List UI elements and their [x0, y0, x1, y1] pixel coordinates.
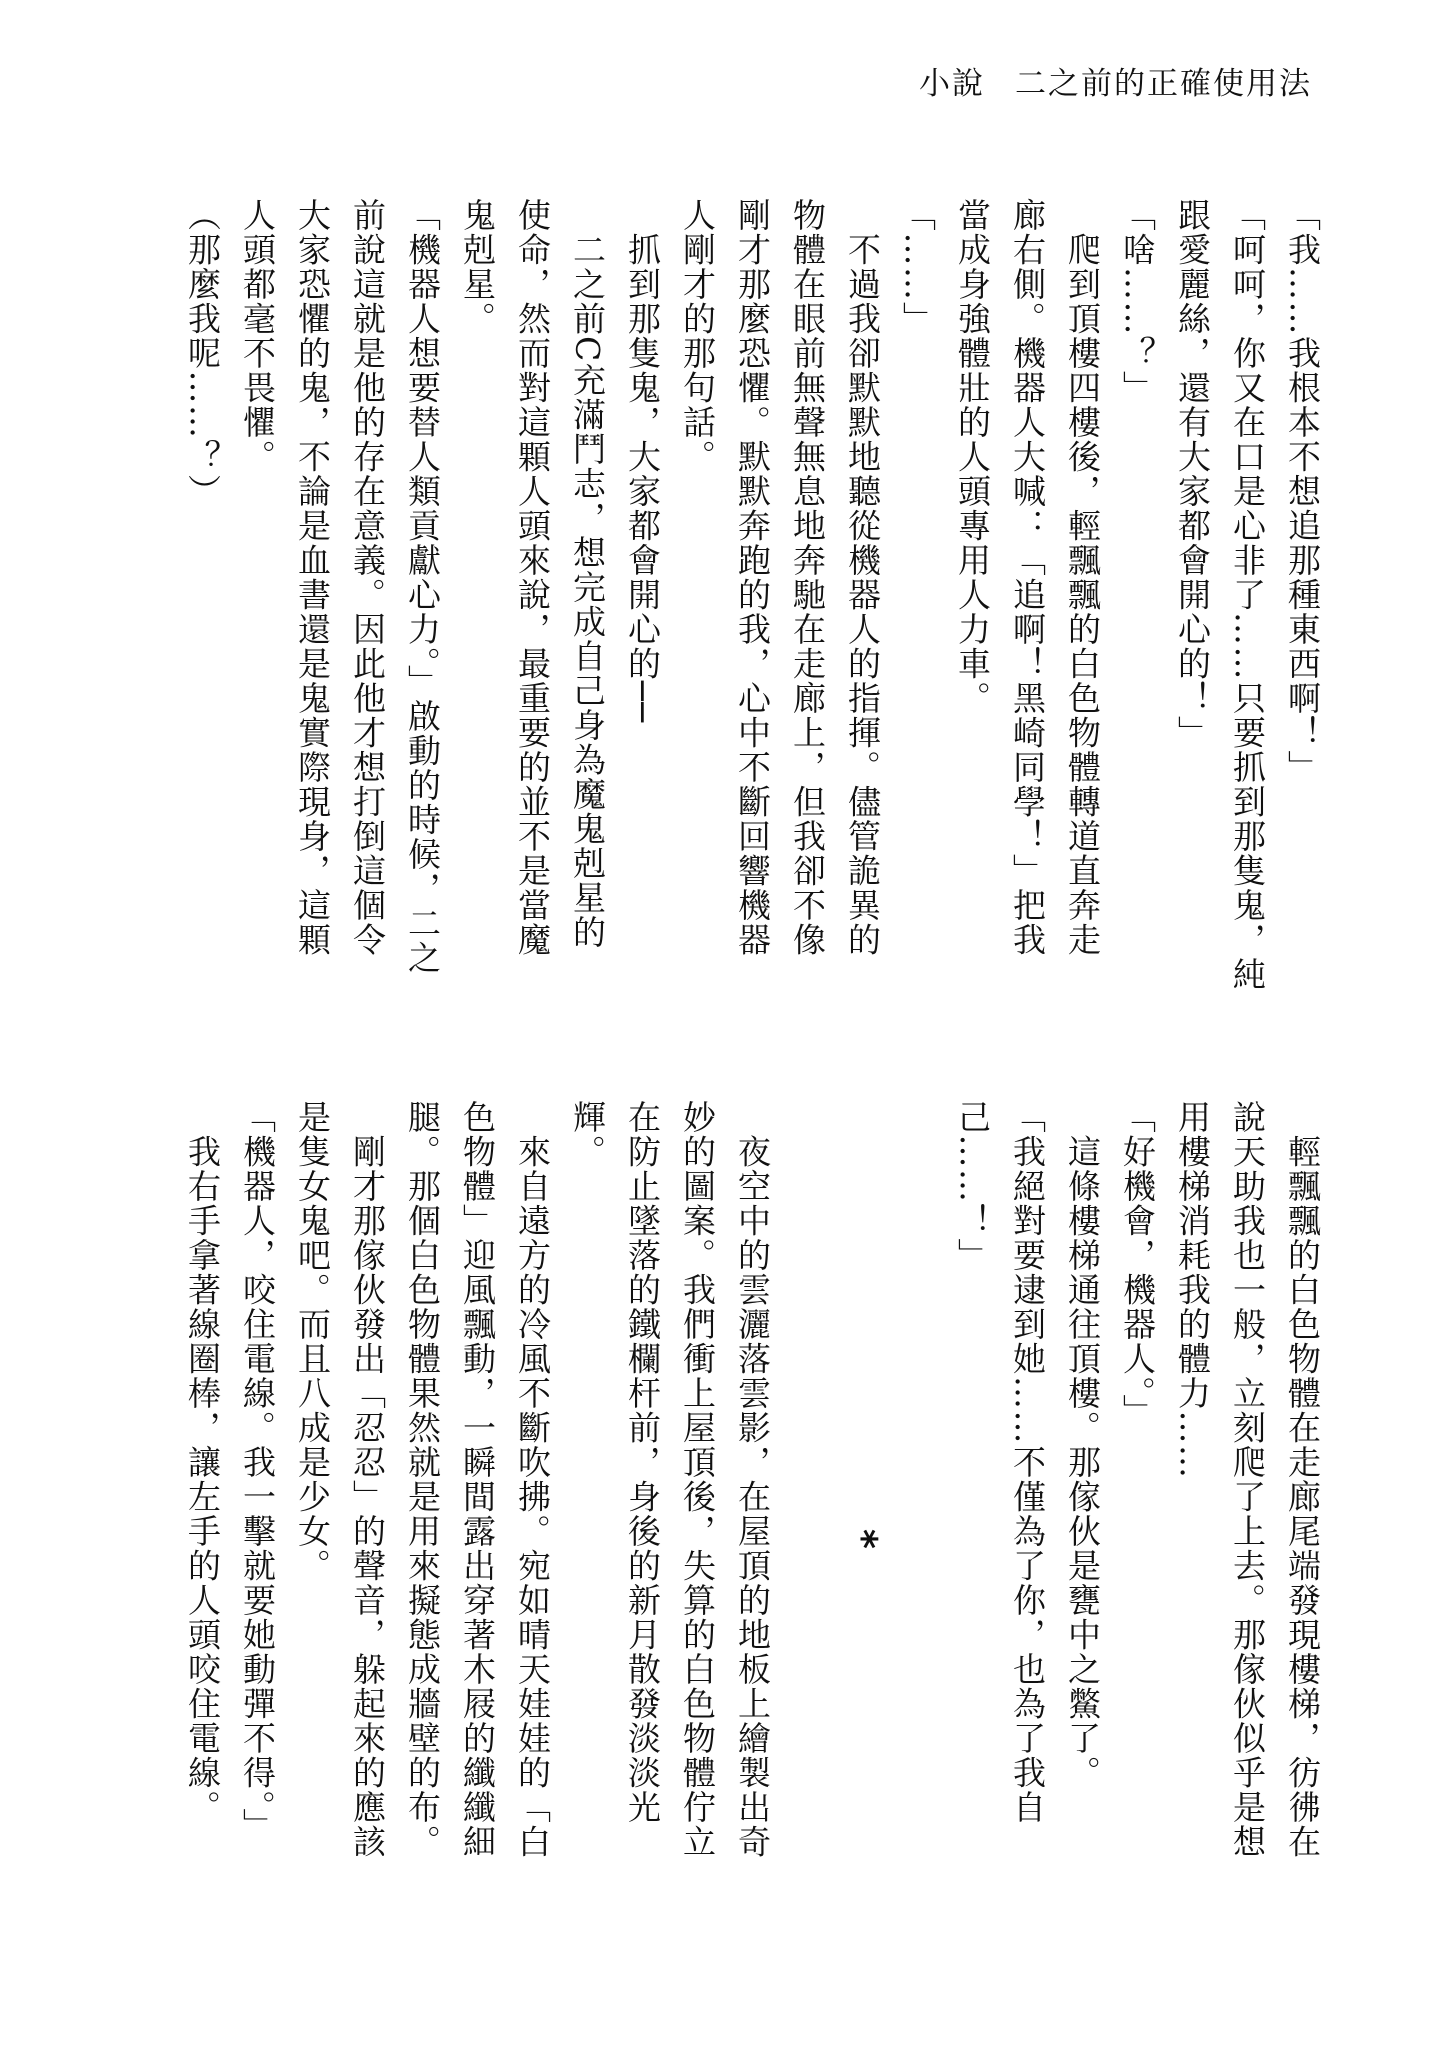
text-line: 輕飄飄的白色物體在走廊尾端發現樓梯，彷彿在	[1283, 1100, 1322, 1859]
text-line: 是隻女鬼吧。而且八成是少女。	[293, 1100, 332, 1583]
text-line: 二之前C充滿鬥志，想完成自己身為魔鬼剋星的	[568, 198, 607, 950]
text-line: 前說這就是他的存在意義。因此他才想打倒這個令	[348, 198, 387, 957]
text-line: 「呵呵，你又在口是心非了……只要抓到那隻鬼，純	[1228, 198, 1267, 992]
text-line: 來自遠方的冷風不斷吹拂。宛如晴天娃娃的「白	[513, 1100, 552, 1859]
text-line: 當成身強體壯的人頭專用人力車。	[953, 198, 992, 716]
text-line: 使命，然而對這顆人頭來說，最重要的並不是當魔	[513, 198, 552, 957]
text-line: 夜空中的雲灑落雲影，在屋頂的地板上繪製出奇	[733, 1100, 772, 1859]
lower-text-block	[175, 1100, 1330, 1980]
text-line: 大家恐懼的鬼，不論是血書還是鬼實際現身，這顆	[293, 198, 332, 957]
text-line: 人剛才的那句話。	[678, 198, 717, 474]
text-line: 我右手拿著線圈棒，讓左手的人頭咬住電線。	[183, 1100, 222, 1825]
header-title: 二之前的正確使用法	[1015, 66, 1312, 102]
text-line: 跟愛麗絲，還有大家都會開心的！」	[1173, 198, 1212, 750]
text-line: 「機器人，咬住電線。我一擊就要她動彈不得。」	[238, 1100, 277, 1843]
header-section-label: 小說	[919, 66, 985, 102]
text-line: 妙的圖案。我們衝上屋頂後，失算的白色物體佇立	[678, 1100, 717, 1859]
text-line: 「我……我根本不想追那種東西啊！」	[1283, 198, 1322, 785]
text-line: 爬到頂樓四樓後，輕飄飄的白色物體轉道直奔走	[1063, 198, 1102, 957]
page-header	[919, 58, 1312, 103]
text-line: 物體在眼前無聲無息地奔馳在走廊上，但我卻不像	[788, 198, 827, 957]
upper-text-block	[175, 198, 1330, 1078]
blank-line	[890, 1100, 945, 1980]
scene-break-asterisk: *	[841, 1529, 885, 1551]
text-line: 說天助我也一般，立刻爬了上去。那傢伙似乎是想	[1228, 1100, 1267, 1859]
text-line: 色物體」迎風飄動，一瞬間露出穿著木屐的纖纖細	[458, 1100, 497, 1859]
text-line: 人頭都毫不畏懼。	[238, 198, 277, 474]
text-line: 在防止墜落的鐵欄杆前，身後的新月散發淡淡光	[623, 1100, 662, 1825]
text-line: 輝。	[568, 1100, 607, 1169]
text-line: （那麼我呢……？）	[183, 198, 222, 509]
text-line: 不過我卻默默地聽從機器人的指揮。儘管詭異的	[843, 198, 882, 957]
text-line: 「……」	[898, 198, 937, 336]
text-line: 「啥……？」	[1118, 198, 1157, 405]
text-line: 「好機會，機器人。」	[1118, 1100, 1157, 1429]
text-line: 「機器人想要替人類貢獻心力。」啟動的時候，二之	[403, 198, 442, 975]
text-line: 腿。那個白色物體果然就是用來擬態成牆壁的布。	[403, 1100, 442, 1859]
text-line: 鬼剋星。	[458, 198, 497, 336]
blank-line	[780, 1100, 835, 1980]
text-line: 這條樓梯通往頂樓。那傢伙是甕中之鱉了。	[1063, 1100, 1102, 1790]
text-line: 「我絕對要逮到她……不僅為了你，也為了我自	[1008, 1100, 1047, 1825]
text-line: 剛才那麼恐懼。默默奔跑的我，心中不斷回響機器	[733, 198, 772, 957]
text-line: 廊右側。機器人大喊：「追啊！黑崎同學！」把我	[1008, 198, 1047, 957]
text-line: 剛才那傢伙發出「忍忍」的聲音，躲起來的應該	[348, 1100, 387, 1859]
text-line: 抓到那隻鬼，大家都會開心的──	[623, 198, 662, 724]
text-line: 己……！」	[953, 1100, 992, 1273]
text-line: 用樓梯消耗我的體力……	[1173, 1100, 1212, 1480]
